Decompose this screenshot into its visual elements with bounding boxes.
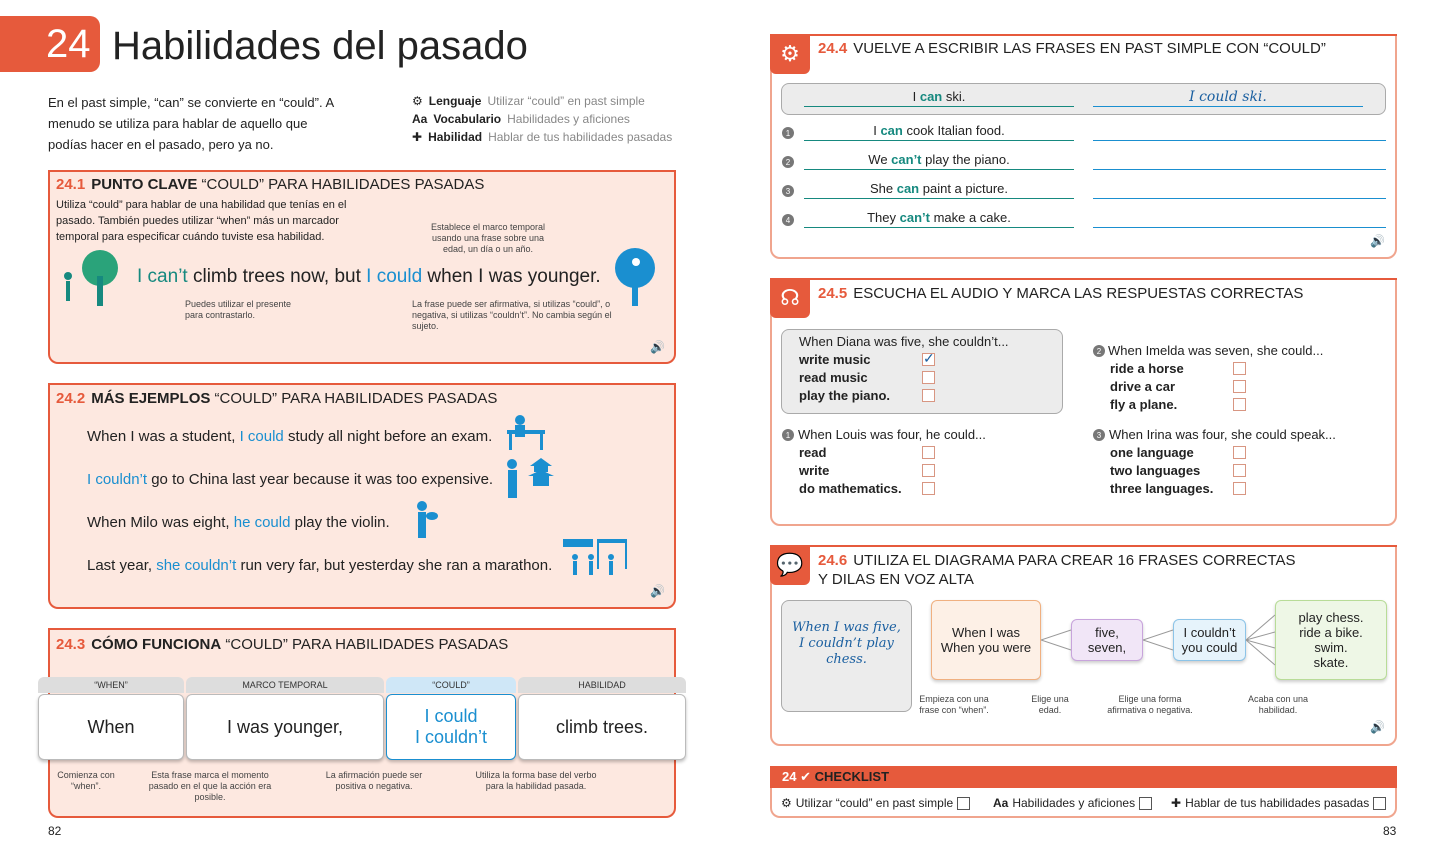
panel-24-4-title: 24.4 VUELVE A ESCRIBIR LAS FRASES EN PAST SIMPLE CON “COULD”: [818, 40, 1326, 57]
checkbox[interactable]: [1233, 398, 1246, 411]
gear-icon: ⚙: [412, 94, 423, 108]
answer-field[interactable]: [1093, 121, 1386, 141]
checkbox[interactable]: [1373, 797, 1386, 810]
example-answer: I could ski.: [1093, 87, 1363, 107]
checkbox[interactable]: [1233, 464, 1246, 477]
intro-text: En el past simple, “can” se convierte en “could”. A menudo se utiliza para hablar de aquello que podías hacer en el pasado, pero ya no.: [48, 95, 334, 152]
chapter-number: 24: [0, 16, 100, 72]
item-number: 3: [1093, 429, 1105, 441]
panel-24-6-title-2: Y DILAS EN VOZ ALTA: [818, 571, 974, 588]
check-circle-icon: ✔: [800, 769, 811, 784]
aa-icon: Aa: [993, 796, 1009, 810]
speech-bubble-icon: 💬: [770, 545, 810, 585]
panel-24-6-title: 24.6 UTILIZA EL DIAGRAMA PARA CREAR 16 FRASES CORRECTAS: [818, 552, 1296, 569]
checklist-item-language: ⚙ Utilizar “could” en past simple: [781, 796, 970, 810]
item-number: 4: [782, 214, 794, 226]
option-label: read: [799, 445, 827, 460]
example-2: I couldn’t go to China last year because it was too expensive.: [87, 471, 494, 488]
meta-skill: ✚ Habilidad Hablar de tus habilidades pasadas: [412, 130, 673, 144]
note-when: Empieza con una frase con “when”.: [919, 694, 989, 715]
question-text: When Imelda was seven, she could...: [1108, 343, 1324, 358]
checklist-item-skill: ✚ Hablar de tus habilidades pasadas: [1171, 796, 1386, 810]
note-time: Esta frase marca el momento pasado en el que la acción era posible.: [148, 770, 272, 802]
option-label: fly a plane.: [1110, 397, 1178, 412]
example-4: Last year, she couldn’t run very far, but yesterday she ran a marathon.: [87, 557, 553, 574]
question-text: When Diana was five, she couldn’t...: [799, 334, 1009, 349]
option-label: write music: [799, 352, 871, 367]
checkbox[interactable]: [1233, 362, 1246, 375]
checklist-item-vocabulary: Aa Habilidades y aficiones: [993, 796, 1152, 810]
meta-vocabulary: Aa Vocabulario Habilidades y aficiones: [412, 112, 630, 126]
checkbox[interactable]: [922, 371, 935, 384]
note-could: La afirmación puede ser positiva o negativa.: [325, 770, 423, 791]
item-number: 3: [782, 185, 794, 197]
box-could: I couldn’t you could: [1173, 619, 1246, 661]
piece-time-frame: I was younger,: [186, 694, 384, 760]
checkbox[interactable]: [1233, 482, 1246, 495]
note-form: Elige una forma afirmativa o negativa.: [1107, 694, 1193, 715]
panel-24-2-title: 24.2 MÁS EJEMPLOS “COULD” PARA HABILIDADES PASADAS: [56, 390, 498, 407]
tab-skill: HABILIDAD: [518, 677, 686, 693]
example-sentence: I can ski.: [804, 87, 1074, 107]
checkbox[interactable]: [957, 797, 970, 810]
exercise-sentence: I can cook Italian food.: [804, 121, 1074, 141]
option-label: read music: [799, 370, 868, 385]
answer-field[interactable]: [1093, 179, 1386, 199]
option-label: write: [799, 463, 830, 478]
item-number: 2: [782, 156, 794, 168]
checkbox-checked[interactable]: [922, 350, 935, 366]
exercise-sentence: She can paint a picture.: [804, 179, 1074, 199]
option-label: do mathematics.: [799, 481, 902, 496]
violin-player-icon: [408, 500, 442, 540]
note-affirmative: La frase puede ser afirmativa, si utilizas “could”, o negativa, si utilizas “couldn’t”. No cambia según el sujeto.: [412, 299, 612, 331]
tree-icon: [60, 246, 130, 310]
note-time-frame: Establece el marco temporal usando una frase sobre una edad, un día o un año.: [430, 222, 546, 254]
student-desk-icon: [505, 412, 547, 452]
example-1: When I was a student, I could study all night before an exam.: [87, 428, 493, 445]
tab-when: “WHEN”: [38, 677, 184, 693]
aa-icon: Aa: [412, 112, 428, 126]
box-skill: play chess. ride a bike. swim. skate.: [1275, 600, 1387, 680]
answer-field[interactable]: [1093, 150, 1386, 170]
puzzle-icon: ✚: [412, 130, 423, 144]
checkbox[interactable]: [1233, 380, 1246, 393]
exercise-sentence: They can’t make a cake.: [804, 208, 1074, 228]
panel-24-1-desc: Utiliza “could” para hablar de una habilidad que tenías en el pasado. También puedes utilizar “when” más un marcador temporal para especificar cuándo tuviste esa habilidad.: [56, 199, 347, 243]
check-icon: ✓: [923, 350, 935, 366]
china-pagoda-icon: [500, 456, 554, 500]
speaker-icon[interactable]: 🔊: [1370, 720, 1385, 734]
note-when: Comienza con “when”.: [57, 770, 115, 791]
panel-24-1-title: 24.1 PUNTO CLAVE “COULD” PARA HABILIDADES PASADAS: [56, 176, 485, 193]
item-number: 2: [1093, 345, 1105, 357]
piece-when: When: [38, 694, 184, 760]
note-skill: Utiliza la forma base del verbo para la habilidad pasada.: [475, 770, 597, 791]
piece-skill: climb trees.: [518, 694, 686, 760]
question-text: When Irina was four, she could speak...: [1109, 427, 1336, 442]
box-when: When I was When you were: [931, 600, 1041, 680]
note-age: Elige una edad.: [1031, 694, 1069, 715]
note-skill: Acaba con una habilidad.: [1247, 694, 1309, 715]
headset-icon: ☊: [770, 278, 810, 318]
option-label: ride a horse: [1110, 361, 1184, 376]
tab-time-frame: MARCO TEMPORAL: [186, 677, 384, 693]
page-number-right: 83: [1383, 824, 1397, 838]
speaker-icon[interactable]: 🔊: [650, 584, 665, 598]
option-label: play the piano.: [799, 388, 891, 403]
checkbox[interactable]: [922, 464, 935, 477]
panel-24-3-title: 24.3 CÓMO FUNCIONA “COULD” PARA HABILIDADES PASADAS: [56, 636, 509, 653]
option-label: one language: [1110, 445, 1194, 460]
tab-could: “COULD”: [386, 677, 516, 693]
question-text: When Louis was four, he could...: [798, 427, 986, 442]
option-label: two languages: [1110, 463, 1201, 478]
meta-language: ⚙ Lenguaje Utilizar “could” en past simple: [412, 94, 645, 108]
checkbox[interactable]: [922, 482, 935, 495]
checkbox[interactable]: [1233, 446, 1246, 459]
gear-icon: ⚙: [781, 796, 792, 810]
piece-could: I could I couldn’t: [386, 694, 516, 760]
box-age: five, seven,: [1071, 619, 1143, 661]
checkbox[interactable]: [1139, 797, 1152, 810]
puzzle-icon: ✚: [1171, 796, 1182, 810]
option-label: drive a car: [1110, 379, 1176, 394]
marathon-runners-icon: [563, 537, 631, 585]
option-label: three languages.: [1110, 481, 1214, 496]
speech-bubble-text: When I was five, I couldn’t play chess.: [792, 620, 901, 667]
checkbox[interactable]: [922, 389, 935, 402]
checklist-header: 24 ✔ CHECKLIST: [770, 766, 1397, 788]
note-present: Puedes utilizar el presente para contrastarlo.: [185, 299, 292, 320]
panel-24-5-title: 24.5 ESCUCHA EL AUDIO Y MARCA LAS RESPUESTAS CORRECTAS: [818, 285, 1304, 302]
gear-icon: ⚙: [770, 34, 810, 74]
key-sentence: I can’t climb trees now, but I could when I was younger.: [137, 266, 601, 287]
page-title: Habilidades del pasado: [112, 24, 528, 68]
speaker-icon[interactable]: 🔊: [1370, 234, 1385, 248]
child-in-tree-icon: [608, 246, 662, 310]
diagram-connectors: [1041, 600, 1275, 680]
checkbox[interactable]: [922, 446, 935, 459]
exercise-sentence: We can’t play the piano.: [804, 150, 1074, 170]
page-number-left: 82: [48, 824, 62, 838]
item-number: 1: [782, 127, 794, 139]
item-number: 1: [782, 429, 794, 441]
example-3: When Milo was eight, he could play the violin.: [87, 514, 390, 531]
answer-field[interactable]: [1093, 208, 1386, 228]
speaker-icon[interactable]: 🔊: [650, 340, 665, 354]
